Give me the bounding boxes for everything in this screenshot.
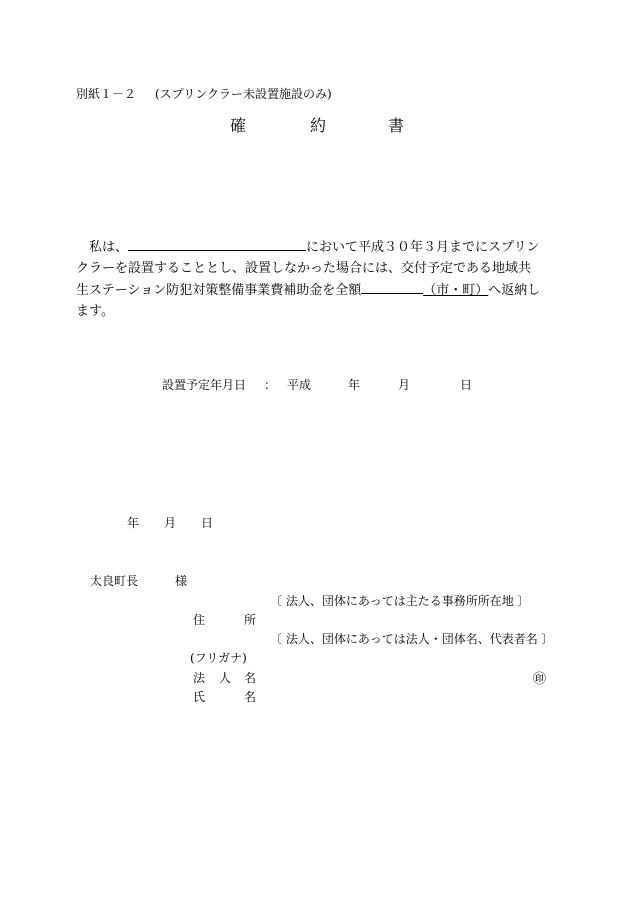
pledge-paragraph	[76, 236, 566, 322]
corp-name-char-1: 法	[193, 671, 206, 685]
addressee-name: 太良町長	[90, 574, 139, 588]
pledge-line-4: ます。	[76, 304, 114, 319]
scheduled-date-day: 日	[460, 378, 473, 392]
scheduled-date-colon: ：	[264, 378, 277, 392]
furigana-label: (フリガナ)	[190, 651, 247, 665]
person-name-char-2: 名	[244, 690, 257, 704]
person-name-char-1: 氏	[193, 690, 206, 704]
name-note: 〔 法人、団体にあっては法人・団体名、代表者名 〕	[270, 632, 554, 646]
corp-name-char-2: 人	[219, 671, 232, 685]
corp-name-char-3: 名	[244, 671, 257, 685]
title-char-3: 書	[388, 116, 405, 135]
scheduled-date-label: 設置予定年月日	[162, 378, 247, 392]
addressee-honorific: 様	[175, 574, 188, 588]
scheduled-date-year: 年	[348, 378, 361, 392]
pledge-line-2: クラーを設置することとし、設置しなかった場合には、交付予定である地域共	[76, 261, 532, 276]
municipality-blank[interactable]	[361, 279, 423, 294]
scheduled-date-era: 平成	[287, 378, 312, 392]
address-label-char-2: 所	[244, 613, 257, 627]
city-town-label: （市・町）	[423, 283, 489, 298]
facility-name-blank[interactable]	[128, 236, 306, 251]
document-reference: 別紙１－２	[76, 87, 137, 101]
address-label-char-1: 住	[193, 613, 206, 627]
pledge-line-1: 私は、 において平成３０年３月までにスプリン	[76, 236, 566, 258]
title-char-2: 約	[310, 116, 327, 135]
scheduled-date-month: 月	[398, 378, 411, 392]
pledge-line-3: 生ステーション防犯対策整備事業費補助金を全額 （市・町）へ返納し	[76, 279, 566, 301]
seal-mark: ㊞	[533, 672, 547, 687]
doc-date-day: 日	[201, 516, 214, 530]
doc-date-year: 年	[127, 516, 140, 530]
doc-date-month: 月	[164, 516, 177, 530]
document-scope-note: (スプリンクラー未設置施設のみ)	[155, 87, 332, 101]
address-note: 〔 法人、団体にあっては主たる事務所所在地 〕	[270, 594, 530, 608]
title-char-1: 確	[230, 116, 247, 135]
